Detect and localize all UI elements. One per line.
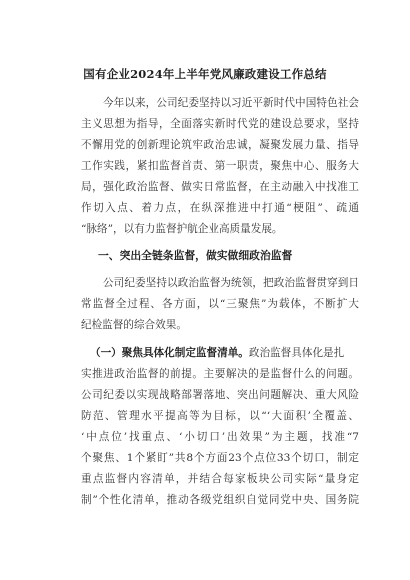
subsection-1-line-4: ‘中点位’找重点、‘小切口’出效果”为主题，找准“7: [81, 431, 359, 443]
intro-line-6: 作切入点、着力点，在纵深推进中打通“梗阻”、疏通: [81, 202, 359, 214]
section-1-line-3: 纪检监督的综合效果。: [81, 319, 187, 331]
intro-line-5: 局，强化政治监督、做实日常监督，在主动融入中找准工: [81, 181, 359, 193]
section-1-line-2: 常监督全过程、各方面，以“三聚焦”为载体，不断扩大: [81, 298, 359, 310]
intro-line-1: 今年以来，公司纪委坚持以习近平新时代中国特色社会: [103, 97, 359, 109]
subsection-1-line-6: 重点监督内容清单，并结合每家板块公司实际“量身定: [81, 473, 359, 485]
intro-line-2: 主义思想为指导，全面落实新时代党的建设总要求，坚持: [81, 118, 359, 130]
subsection-1-lead-text: 政治监督具体化是扎: [248, 347, 345, 359]
section-1-line-1: 公司纪委坚持以政治监督为统领，把政治监督贯穿到日: [103, 277, 359, 289]
section-1-heading: 一、突出全链条监督，做实做细政治监督: [98, 249, 293, 262]
subsection-1-heading: （一）聚焦具体化制定监督清单。: [90, 347, 249, 359]
subsection-1-line-2: 公司纪委以实现战略部署落地、突出问题解决、重大风险: [81, 389, 359, 401]
subsection-1-line-3: 防范、管理水平提高等为目标，以“‘大面积’全覆盖、: [81, 410, 359, 422]
subsection-1-line-5: 个聚焦、1个紧盯”共8个方面23个点位33个切口，制定: [81, 452, 359, 464]
subsection-1-line-7: 制”个性化清单，推动各级党组织自觉同党中央、国务院: [81, 494, 359, 506]
intro-line-4: 工作实践，紧扣监督首责、第一职责，聚焦中心、服务大: [81, 160, 359, 172]
intro-line-3: 不懈用党的创新理论筑牢政治忠诚，凝聚发展力量、指导: [81, 139, 359, 151]
subsection-1-line-1: 实推进政治监督的前提。主要解决的是监督什么的问题。: [81, 368, 359, 380]
intro-line-7: “脉络”，以有力监督护航企业高质量发展。: [81, 223, 283, 235]
subsection-1-lead: [90, 346, 359, 360]
document-title: 国有企业2024年上半年党风廉政建设工作总结: [83, 67, 327, 81]
